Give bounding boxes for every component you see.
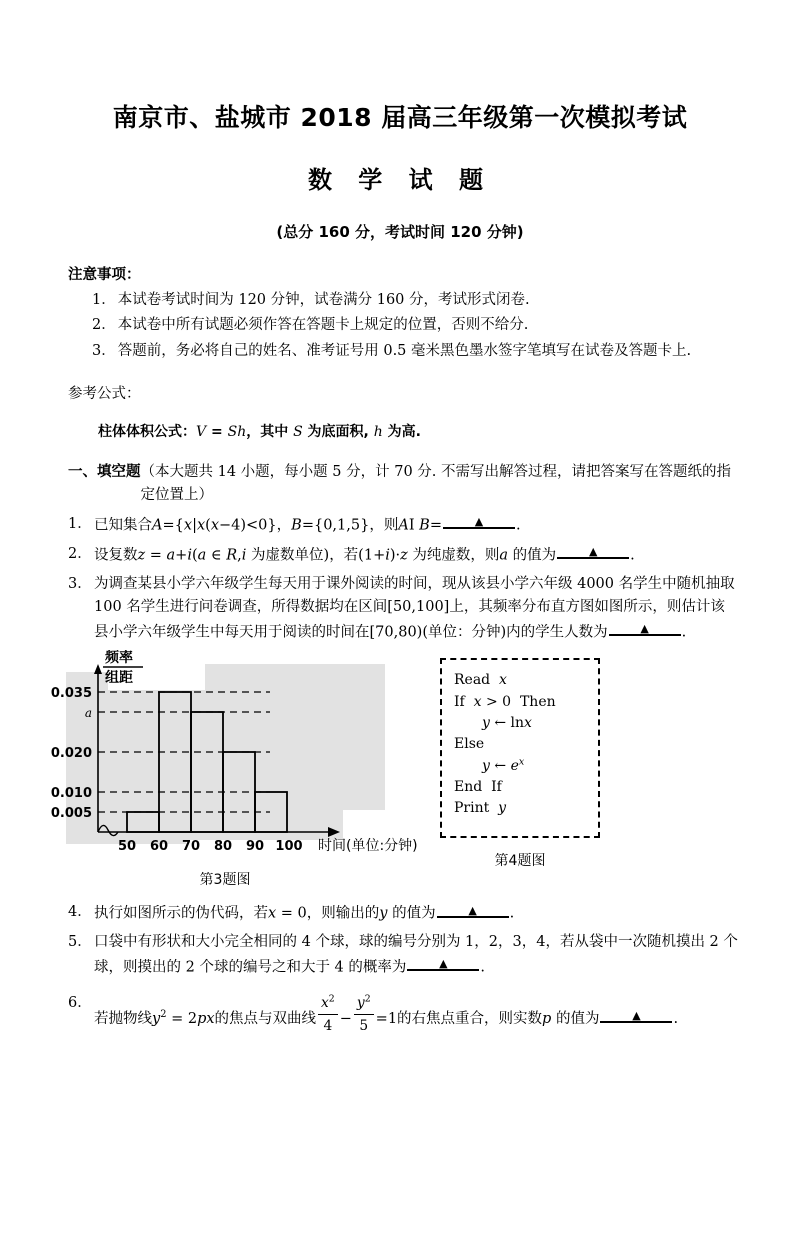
histogram-bar: [159, 692, 191, 832]
histogram-bar: [191, 712, 223, 832]
subject-title: 数 学 试 题: [307, 165, 493, 194]
y-tick-label: 0.035: [50, 686, 92, 702]
question-5-body: 口袋中有形状和大小完全相同的 4 个球，球的编号分别为 1，2，3，4，若从袋中一次随机摸出 2 个球，则摸出的 2 个球的编号之和大于 4 的概率为: [94, 934, 738, 976]
y-tick-label: 0.010: [50, 786, 92, 802]
answer-blank[interactable]: [443, 513, 515, 530]
question-number: 3．: [68, 575, 92, 592]
notice-item: [92, 340, 738, 363]
x-axis-title: 时间(单位:分钟): [318, 838, 418, 855]
x-tick-label: 80: [213, 839, 233, 855]
fraction-y2-5: $\frac{y^2}{5}$: [354, 992, 374, 1038]
y-tick-label-a: a: [84, 706, 92, 721]
y-axis-title-numerator: 频率: [105, 650, 133, 667]
section-one-desc: （本大题共 14 小题，每小题 5 分，计 70 分. 不需写出解答过程，请把答案写在答题纸的指定位置上）: [140, 463, 731, 504]
notice-item-number: 3．: [92, 342, 116, 359]
question-5: [68, 931, 738, 979]
exam-meta: (总分 160 分，考试时间 120 分钟): [276, 222, 524, 241]
x-tick-label: 100: [275, 839, 303, 855]
fraction-x2-4: $\frac{x^2}{4}$: [318, 992, 338, 1038]
answer-blank[interactable]: [407, 955, 479, 972]
pseudocode-box: [440, 658, 600, 838]
answer-blank[interactable]: [437, 901, 509, 918]
histogram-figure: [30, 650, 420, 896]
figure-row: [0, 650, 800, 896]
document-body: [68, 264, 738, 645]
notice-item: [92, 289, 738, 312]
pseudocode-figure: [440, 658, 600, 870]
question-text: 若抛物线$y^2 = 2px$的焦点与双曲线 $\frac{x^2}{4}$ − $\frac{y^2}{5}$ =1的右焦点重合，则实数p 的值为 ▲ .: [94, 992, 738, 1038]
x-axis-arrow: [328, 827, 340, 837]
section-one-label: 一、填空题: [68, 463, 141, 480]
formula-h: h: [373, 423, 383, 440]
notice-item-text: 本试卷中所有试题必须作答在答题卡上规定的位置，否则不给分.: [117, 317, 529, 334]
question-6: [68, 992, 738, 1038]
question-number: 1．: [68, 515, 92, 532]
x-tick-label: 50: [117, 839, 137, 855]
question-3: [68, 573, 738, 645]
code-line-if: If x > 0 Then: [454, 693, 556, 710]
question-2: [68, 543, 738, 568]
code-line-then-assign: y ← lnx: [482, 715, 532, 732]
question-1: [68, 513, 738, 538]
x-tick-label: 70: [181, 839, 201, 855]
reference-formula: [98, 421, 738, 444]
document-body-lower: [68, 901, 738, 1037]
question-number: 6．: [68, 994, 92, 1011]
figure-3-caption: 第3题图: [199, 872, 251, 889]
figure-4-caption: 第4题图: [494, 853, 546, 870]
formula-tail-3: 为底面积,: [302, 423, 374, 440]
question-text: 已知集合A={x|x(x−4)<0}，B={0,1,5}，则AI B= ▲ .: [94, 513, 738, 538]
formula-tail-5: 为高.: [382, 423, 421, 440]
answer-blank[interactable]: [609, 620, 681, 637]
answer-blank[interactable]: [600, 1006, 672, 1023]
question-3-body: 为调查某县小学六年级学生每天用于课外阅读的时间，现从该县小学六年级 4000 名学生中随机抽取 100 名学生进行问卷调查，所得数据均在区间[50,100]上，其频率分布直方图如图所示，则估计该县小学六年级学生中每天用于阅读的时间在[70,80)(单位：分钟)内的学生人数为: [94, 575, 735, 640]
notice-item-text: 答题前，务必将自己的姓名、准考证号用 0.5 毫米黑色墨水签字笔填写在试卷及答题卡上.: [117, 342, 692, 359]
axis-break-icon: [98, 826, 118, 836]
formula-Sh: Sh: [227, 423, 247, 440]
code-line-read: Read x: [454, 672, 507, 689]
x-tick-label: 90: [245, 839, 265, 855]
x-tick-label: 60: [149, 839, 169, 855]
histogram-svg: [30, 650, 420, 865]
y-axis-arrow: [94, 664, 102, 674]
code-line-endif: End If: [454, 778, 502, 795]
question-number: 2．: [68, 545, 92, 562]
answer-blank[interactable]: [557, 543, 629, 560]
notice-item-number: 2．: [92, 317, 116, 334]
question-number: 4．: [68, 904, 92, 921]
notice-item: [92, 314, 738, 337]
question-4: [68, 901, 738, 926]
section-one-heading: [68, 461, 738, 508]
formula-equals: =: [206, 423, 228, 440]
question-text: 执行如图所示的伪代码，若x = 0，则输出的y 的值为 ▲ .: [94, 901, 738, 926]
code-line-print: Print y: [454, 800, 507, 817]
reference-heading: 参考公式：: [68, 386, 141, 403]
formula-V: V: [196, 423, 207, 440]
notice-list: [68, 289, 738, 363]
histogram-bar: [223, 752, 255, 832]
page-title: 南京市、盐城市 2018 届高三年级第一次模拟考试: [112, 103, 688, 132]
question-text: 为调查某县小学六年级学生每天用于课外阅读的时间，现从该县小学六年级 4000 名学生中随机抽取 100 名学生进行问卷调查，所得数据均在区间[50,100]上，其频率分布直方图如图所示，则估计该县小学六年级学生中每天用于阅读的时间在[70,80)(单位：分钟)内的学生人数为 ▲ .: [94, 573, 738, 645]
y-tick-label: 0.020: [50, 746, 92, 762]
notice-heading: 注意事项：: [68, 266, 141, 283]
formula-tail-1: ，其中: [246, 423, 294, 440]
histogram-bar: [127, 812, 159, 832]
question-number: 5．: [68, 934, 92, 951]
question-text: 口袋中有形状和大小完全相同的 4 个球，球的编号分别为 1，2，3，4，若从袋中一次随机摸出 2 个球，则摸出的 2 个球的编号之和大于 4 的概率为 ▲ .: [94, 931, 738, 979]
code-line-else-assign: y ← $e^x$: [482, 755, 525, 774]
formula-label: 柱体体积公式：: [98, 423, 196, 440]
question-text: 设复数z = a+i(a ∈ R,i 为虚数单位)，若(1+i)·z 为纯虚数，则a 的值为 ▲ .: [94, 543, 738, 568]
formula-S: S: [293, 423, 303, 440]
exam-page: [0, 104, 800, 1233]
notice-item-text: 本试卷考试时间为 120 分钟，试卷满分 160 分，考试形式闭卷.: [117, 291, 530, 308]
y-axis-title-denominator: 组距: [105, 670, 133, 687]
notice-item-number: 1．: [92, 291, 116, 308]
code-line-else: Else: [454, 736, 485, 753]
y-tick-label: 0.005: [50, 806, 92, 822]
